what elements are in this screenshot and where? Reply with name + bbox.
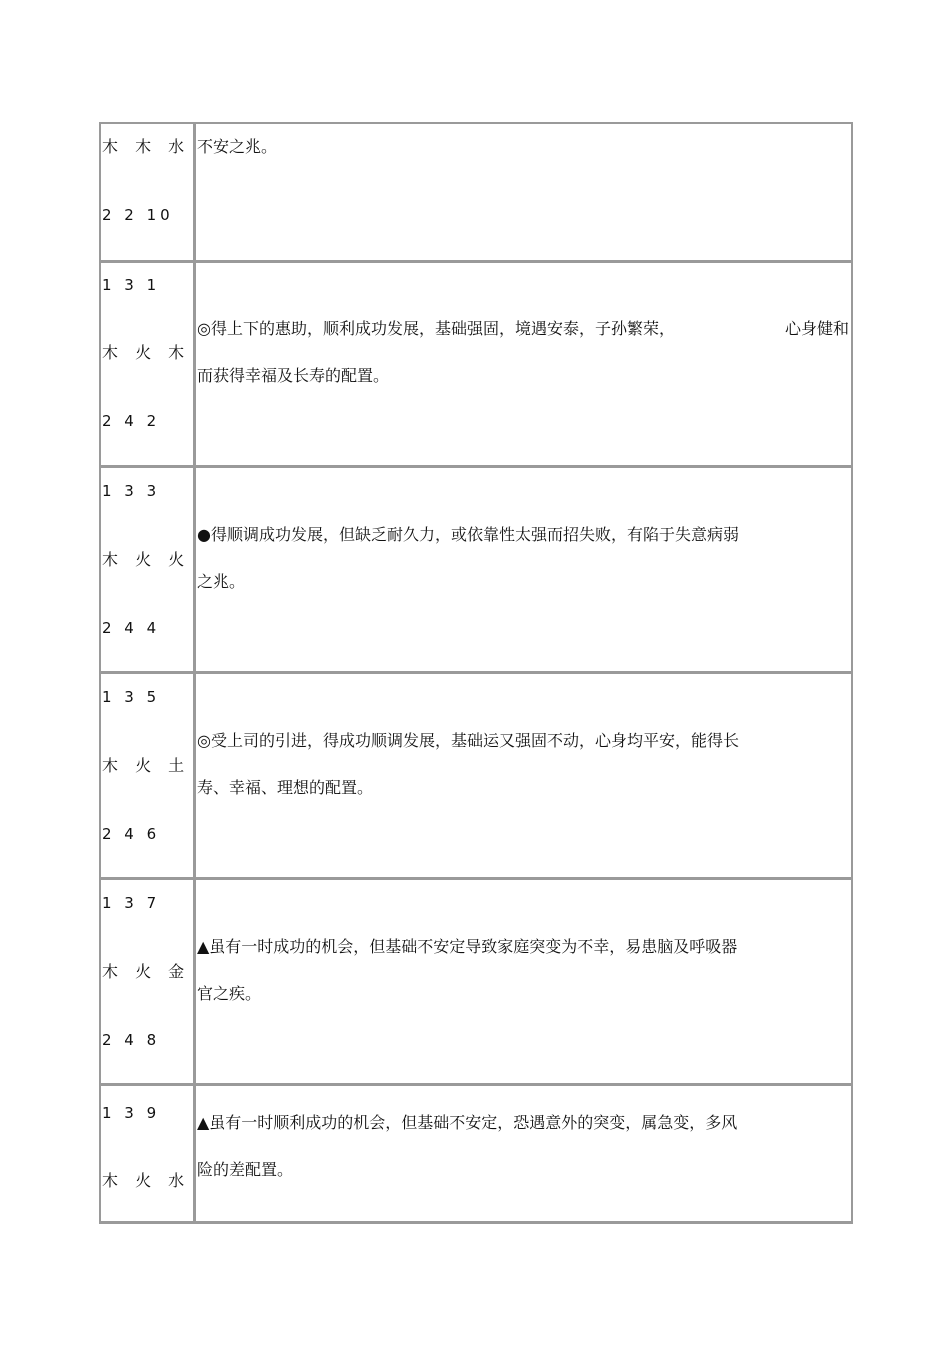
code-label: 1 3 5: [102, 688, 161, 706]
numbers-label: 2 4 2: [102, 412, 161, 430]
description-line: 寿、幸福、理想的配置。: [197, 778, 374, 797]
code-cell: [101, 468, 196, 671]
code-label: 1 3 7: [102, 894, 161, 912]
code-cell: [101, 263, 196, 465]
fortune-table: [99, 122, 853, 1224]
description-line: ●得顺调成功发展，但缺乏耐久力，或依靠性太强而招失败，有陷于失意病弱: [197, 525, 739, 544]
description-cell: [196, 1086, 851, 1221]
numbers-label: 2 4 4: [102, 619, 161, 637]
numbers-label: 2 4 8: [102, 1031, 161, 1049]
description-line: 官之疾。: [197, 984, 262, 1003]
code-label: 1 3 9: [102, 1104, 161, 1122]
description-text: 心身健和: [784, 319, 849, 338]
elements-label: 木 木 水: [102, 137, 191, 156]
description-line: 之兆。: [197, 572, 246, 591]
table-row: [101, 124, 851, 263]
table-row: [101, 263, 851, 468]
numbers-label: 2 2 10: [102, 206, 174, 224]
description-cell: [196, 263, 851, 465]
description-cell: [196, 468, 851, 671]
description-line: ◎受上司的引进，得成功顺调发展，基础运又强固不动，心身均平安，能得长: [197, 731, 739, 750]
elements-label: 木 火 金: [102, 962, 191, 981]
table-row: [101, 1086, 851, 1224]
table-row: [101, 880, 851, 1086]
table-row: [101, 468, 851, 674]
description-cell: [196, 880, 851, 1083]
code-cell: [101, 880, 196, 1083]
description-line: ▲虽有一时顺利成功的机会，但基础不安定，恐遇意外的突变，属急变，多风: [197, 1113, 738, 1132]
code-cell: [101, 674, 196, 877]
elements-label: 木 火 火: [102, 550, 191, 569]
code-cell: [101, 1086, 196, 1221]
elements-label: 木 火 木: [102, 343, 191, 362]
description-line: ▲虽有一时成功的机会，但基础不安定导致家庭突变为不幸，易患脑及呼吸器: [197, 937, 738, 956]
description-text: ◎得上下的惠助，顺利成功发展，基础强固，境遇安泰，子孙繁荣，: [197, 319, 675, 338]
description-line: [197, 319, 849, 339]
numbers-label: 2 4 6: [102, 825, 161, 843]
code-cell: [101, 124, 196, 260]
elements-label: 木 火 土: [102, 756, 191, 775]
description-line: 不安之兆。: [197, 137, 278, 156]
description-cell: [196, 124, 851, 260]
description-line: 险的差配置。: [197, 1160, 294, 1179]
description-cell: [196, 674, 851, 877]
description-line: 而获得幸福及长寿的配置。: [197, 366, 390, 385]
elements-label: 木 火 水: [102, 1171, 191, 1190]
code-label: 1 3 1: [102, 276, 161, 294]
table-row: [101, 674, 851, 880]
code-label: 1 3 3: [102, 482, 161, 500]
